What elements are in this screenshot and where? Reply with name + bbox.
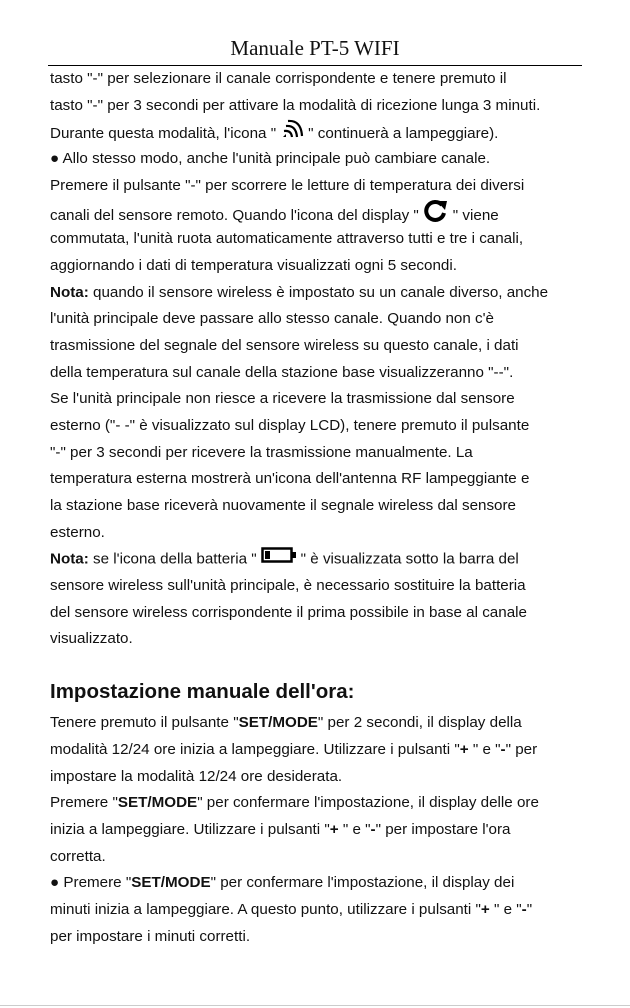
- page-bottom-edge: [0, 1005, 630, 1006]
- plus-label: +: [329, 820, 339, 838]
- set-mode-label: SET/MODE: [131, 874, 211, 892]
- text-line: [50, 897, 595, 924]
- text-line: [50, 710, 595, 737]
- text-line: [50, 199, 595, 226]
- text-span: Premere ": [50, 794, 118, 812]
- text-line: del sensore wireless corrispondente il prima possibile in base al canale: [50, 603, 527, 621]
- text-line: "-" per 3 secondi per ricevere la trasmissione manualmente. La: [50, 443, 473, 461]
- text-span: " è visualizzata sotto la barra del: [300, 550, 519, 568]
- text-line: tasto "-" per 3 secondi per attivare la modalità di ricezione lunga 3 minuti.: [50, 96, 541, 114]
- text-line: aggiornando i dati di temperatura visualizzati ogni 5 secondi.: [50, 256, 457, 274]
- text-line: corretta.: [50, 847, 106, 865]
- text-span: " per confermare l'impostazione, il display dei: [210, 874, 515, 892]
- text-line: visualizzato.: [50, 630, 133, 648]
- text-span: " e ": [338, 820, 371, 838]
- text-span: Durante questa modalità, l'icona ": [50, 125, 277, 143]
- text-line: sensore wireless sull'unità principale, è necessario sostituire la batteria: [50, 577, 526, 595]
- text-span: ● Premere ": [50, 874, 132, 892]
- minus-label: -: [500, 740, 506, 758]
- manual-page-body: [50, 66, 595, 950]
- text-span: Tenere premuto il pulsante ": [50, 714, 239, 732]
- text-line: l'unità principale deve passare allo stesso canale. Quando non c'è: [50, 310, 494, 328]
- text-span: ": [526, 900, 533, 918]
- text-span: modalità 12/24 ore inizia a lampeggiare. Utilizzare i pulsanti ": [50, 740, 460, 758]
- page-header-title: Manuale PT-5 WIFI: [230, 36, 400, 60]
- section-heading: Impostazione manuale dell'ora:: [50, 680, 355, 704]
- text-span: " per confermare l'impostazione, il display delle ore: [197, 794, 539, 812]
- text-line: [50, 737, 595, 764]
- text-span: se l'icona della batteria ": [88, 550, 257, 568]
- signal-waves-icon: [280, 119, 304, 149]
- text-line: [50, 790, 595, 817]
- text-span: " e ": [489, 900, 522, 918]
- text-line: [50, 119, 595, 146]
- text-line: [50, 870, 595, 897]
- minus-label: -: [370, 820, 376, 838]
- text-line: [50, 817, 595, 844]
- text-line: ● Allo stesso modo, anche l'unità principale può cambiare canale.: [50, 150, 491, 168]
- text-span: inizia a lampeggiare. Utilizzare i pulsanti ": [50, 820, 330, 838]
- text-line: la stazione base riceverà nuovamente il segnale wireless dal sensore: [50, 497, 517, 514]
- set-mode-label: SET/MODE: [117, 794, 198, 812]
- text-span: quando il sensore wireless è impostato su un canale diverso, anche: [88, 283, 549, 301]
- text-line: Premere il pulsante "-" per scorrere le letture di temperatura dei diversi: [50, 176, 525, 194]
- text-span: " continuerà a lampeggiare).: [308, 125, 499, 143]
- set-mode-label: SET/MODE: [238, 714, 318, 732]
- minus-label: -: [521, 900, 527, 918]
- text-span: " per impostare l'ora: [375, 820, 511, 838]
- text-line: [50, 280, 595, 307]
- text-span: " viene: [452, 207, 499, 225]
- text-line: [50, 546, 595, 573]
- note-label: Nota:: [50, 283, 89, 301]
- plus-label: +: [480, 900, 490, 918]
- note-label: Nota:: [50, 550, 89, 568]
- text-line: tasto "-" per selezionare il canale corrispondente e tenere premuto il: [50, 70, 507, 87]
- text-line: per impostare i minuti corretti.: [50, 927, 251, 945]
- battery-low-icon: [261, 546, 297, 573]
- text-span: " per 2 secondi, il display della: [317, 714, 522, 732]
- text-line: trasmissione del segnale del sensore wireless su questo canale, i dati: [50, 336, 519, 354]
- text-line: impostare la modalità 12/24 ore desiderata.: [50, 767, 343, 785]
- text-line: della temperatura sul canale della stazione base visualizzeranno "--".: [50, 363, 514, 381]
- text-line: temperatura esterna mostrerà un'icona dell'antenna RF lampeggiante e: [50, 470, 530, 488]
- text-span: minuti inizia a lampeggiare. A questo punto, utilizzare i pulsanti ": [50, 900, 481, 918]
- text-span: " e ": [468, 740, 501, 758]
- text-line: esterno ("- -" è visualizzato sul display LCD), tenere premuto il pulsante: [50, 416, 530, 434]
- text-line: esterno.: [50, 523, 105, 541]
- text-line: commutata, l'unità ruota automaticamente attraverso tutti e tre i canali,: [50, 230, 524, 248]
- text-span: canali del sensore remoto. Quando l'icona del display ": [50, 207, 419, 225]
- text-span: " per: [505, 740, 538, 758]
- text-line: Se l'unità principale non riesce a ricevere la trasmissione dal sensore: [50, 390, 515, 408]
- plus-label: +: [459, 740, 469, 758]
- section-gap: [50, 653, 595, 674]
